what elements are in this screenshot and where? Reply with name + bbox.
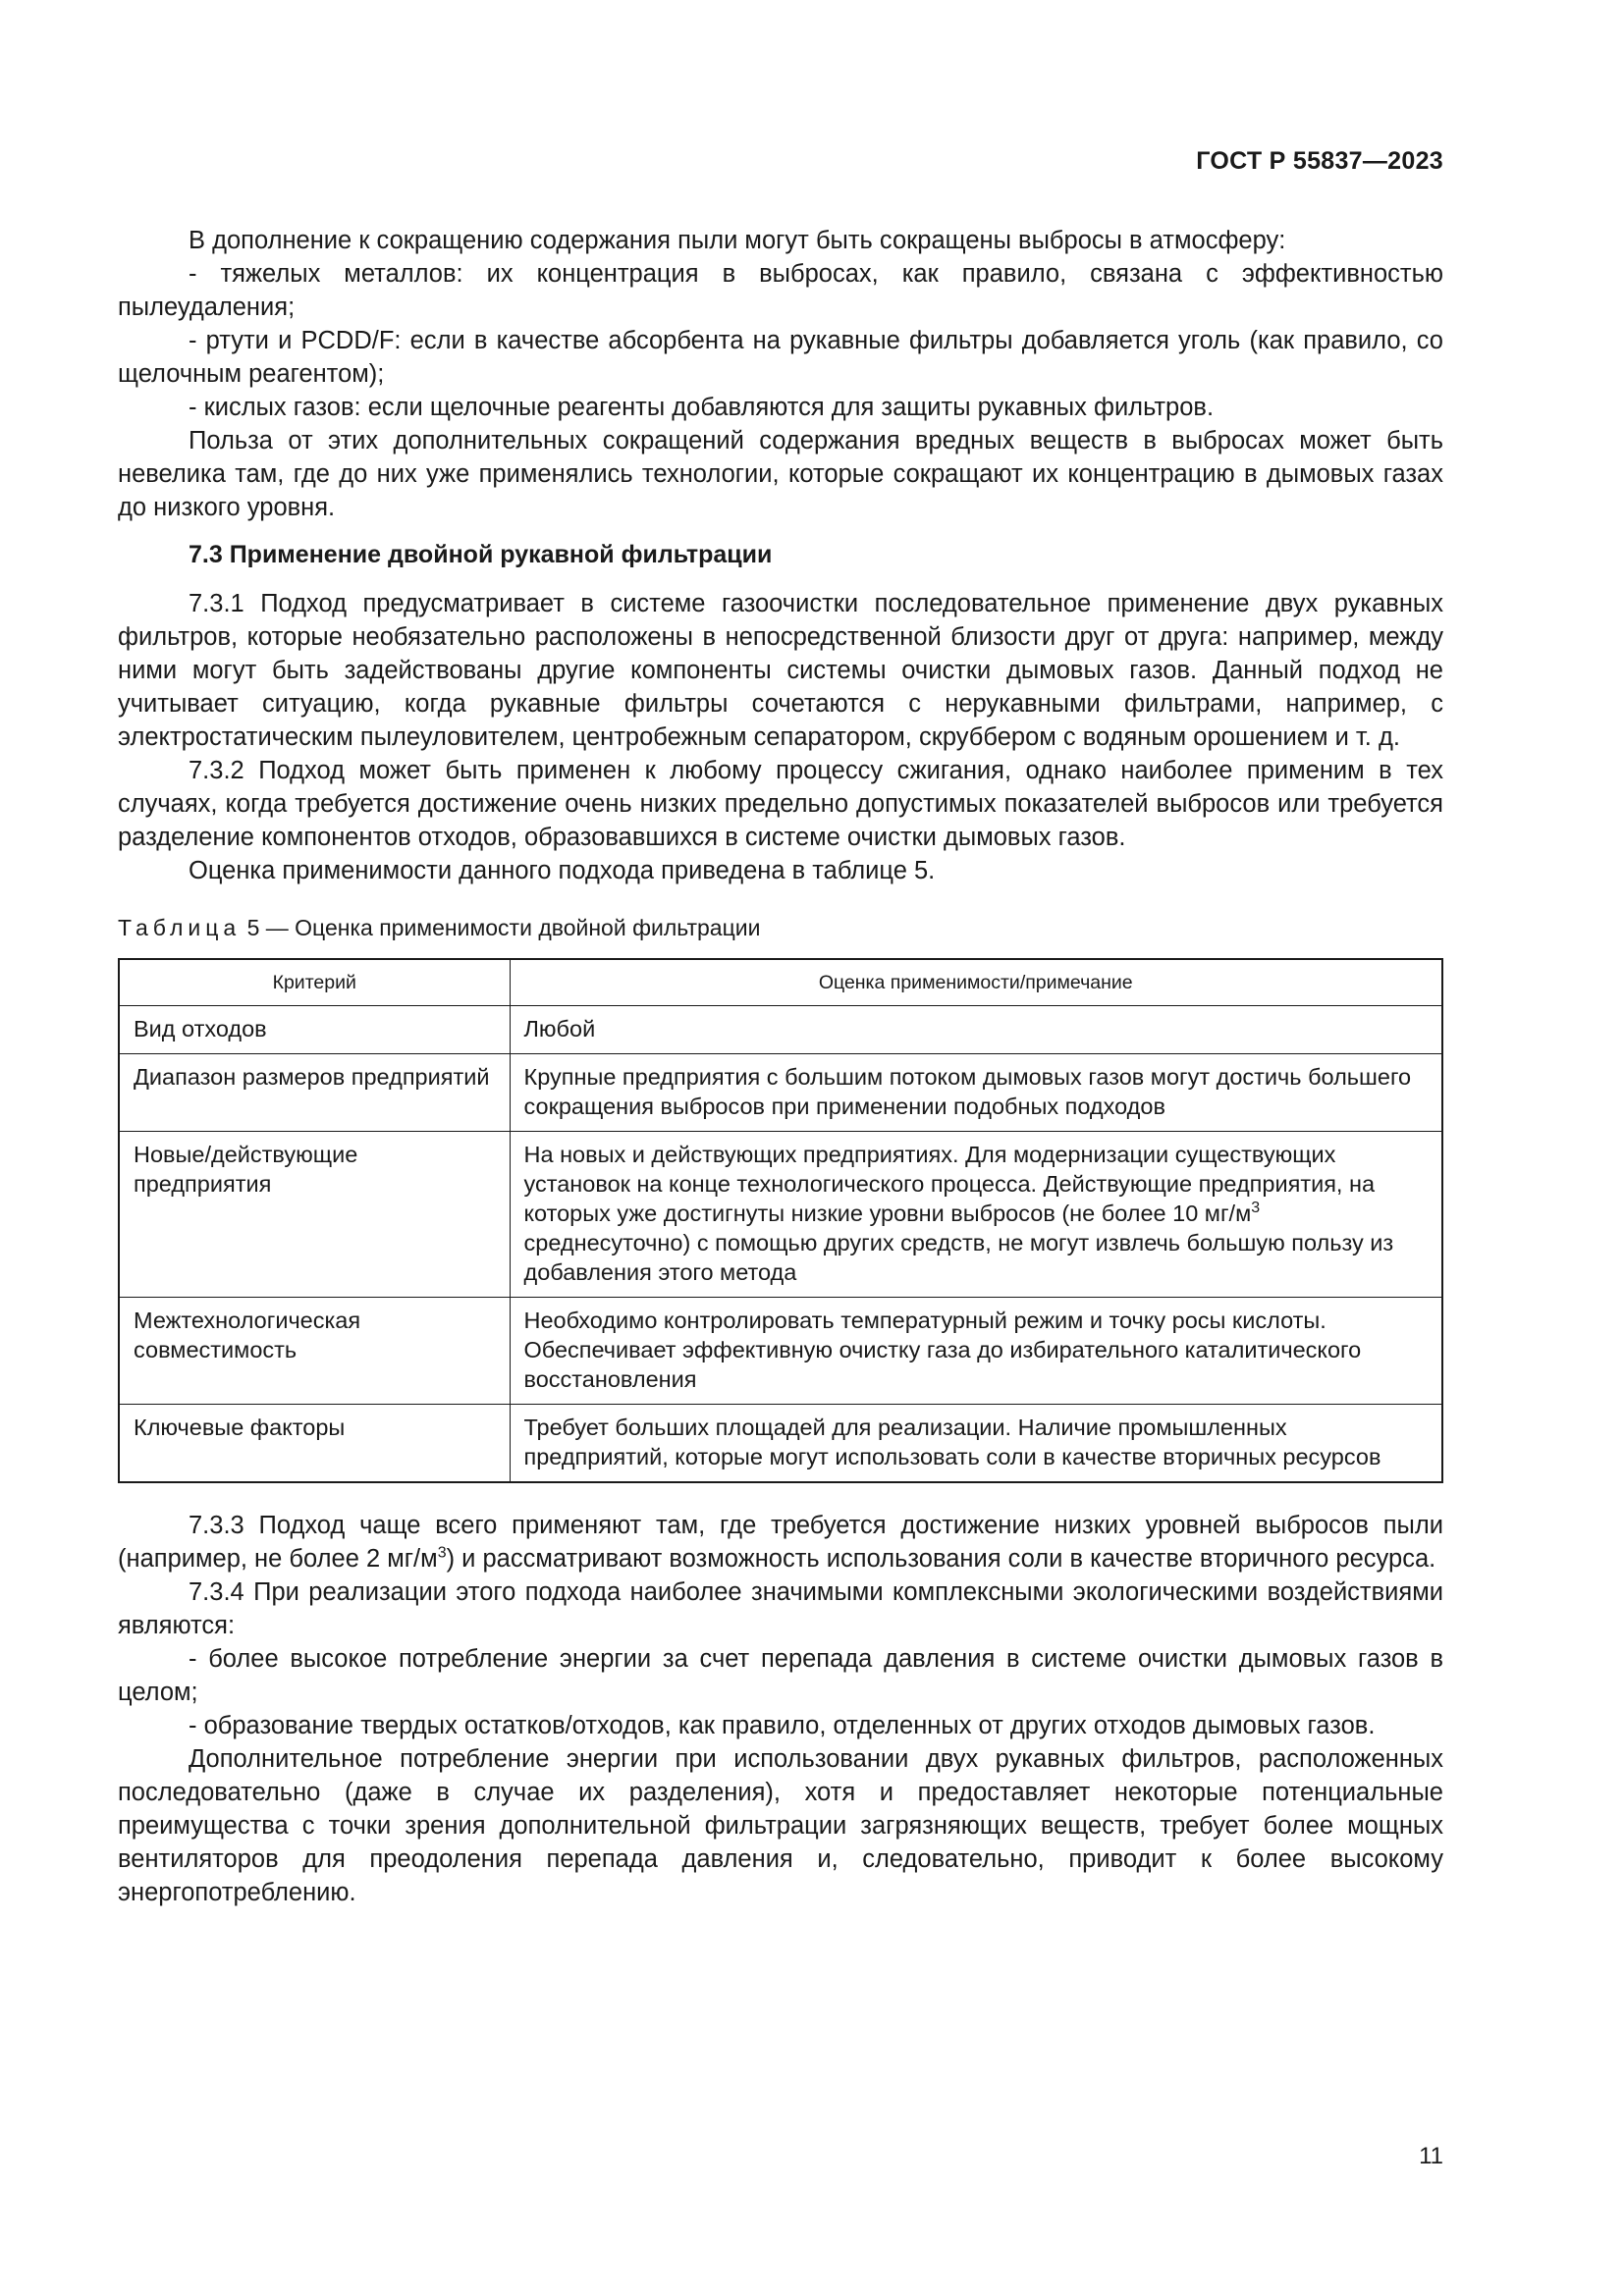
section-heading: 7.3 Применение двойной рукавной фильтрации <box>189 541 773 568</box>
superscript: 3 <box>1251 1200 1261 1217</box>
table-row <box>119 1006 1442 1054</box>
note-cell: Крупные предприятия с большим потоком дымовых газов могут достичь большего сокращения выбросов при применении подобных подходов <box>510 1054 1442 1132</box>
paragraph-7-3-3 <box>118 1509 1443 1575</box>
criterion-cell: Диапазон размеров предприятий <box>119 1054 510 1132</box>
note-text-part: среднесуточно) с помощью других средств, не могут извлечь большую пользу из добавления этого метода <box>523 1230 1394 1285</box>
bullet-energy: - более высокое потребление энергии за счет перепада давления в системе очистки дымовых газов в целом; <box>118 1645 1443 1706</box>
table-header-row <box>119 959 1442 1006</box>
evaluation-paragraph: Оценка применимости данного подхода приведена в таблице 5. <box>189 857 936 884</box>
note-cell <box>510 1132 1442 1298</box>
table-row <box>119 1298 1442 1405</box>
criterion-cell: Вид отходов <box>119 1006 510 1054</box>
bullet-acid-gases: - кислых газов: если щелочные реагенты добавляются для защиты рукавных фильтров. <box>189 394 1215 421</box>
header-criterion: Критерий <box>119 959 510 1006</box>
text-part: ) и рассматривают возможность использования соли в качестве вторичного ресурса. <box>446 1545 1436 1573</box>
superscript: 3 <box>437 1544 447 1562</box>
bullet-mercury: - ртути и PCDD/F: если в качестве абсорбента на рукавные фильтры добавляется уголь (как правило, со щелочным реагентом); <box>118 327 1443 388</box>
bullet-heavy-metals: - тяжелых металлов: их концентрация в выбросах, как правило, связана с эффективностью пылеудаления; <box>118 260 1443 321</box>
text-part: 7.3.3 Подход чаще всего применяют там, где требуется достижение низких уровней выбросов пыли (например, не более 2 мг/м <box>118 1512 1443 1573</box>
criterion-cell: Межтехнологическая совместимость <box>119 1298 510 1405</box>
note-cell: Требует больших площадей для реализации. Наличие промышленных предприятий, которые могут использовать соли в качестве вторичных ресурсов <box>510 1405 1442 1483</box>
table-caption-label: Таблица <box>118 915 242 940</box>
table-caption-text: 5 — Оценка применимости двойной фильтрации <box>246 915 761 940</box>
header-assessment: Оценка применимости/примечание <box>510 959 1442 1006</box>
bullet-residues: - образование твердых остатков/отходов, как правило, отделенных от других отходов дымовых газов. <box>189 1712 1376 1739</box>
paragraph-7-3-1: 7.3.1 Подход предусматривает в системе газоочистки последовательное применение двух рукавных фильтров, которые необязательно расположены в непосредственной близости друг от друга: например, между ними могут быть задействованы другие компоненты системы очистки дымовых газов. Данный подход не учитывает ситуацию, когда рукавные фильтры сочетаются с нерукавными фильтрами, например, с электростатическим пылеуловителем, центробежным сепаратором, скруббером с водяным орошением и т. д. <box>118 590 1443 751</box>
criterion-cell: Ключевые факторы <box>119 1405 510 1483</box>
paragraph-7-3-2: 7.3.2 Подход может быть применен к любому процессу сжигания, однако наиболее применим в тех случаях, когда требуется достижение очень низких предельно допустимых показателей выбросов или требуется разделение компонентов отходов, образовавшихся в системе очистки дымовых газов. <box>118 757 1443 851</box>
table-row <box>119 1054 1442 1132</box>
table-caption <box>118 911 1443 944</box>
note-cell: Необходимо контролировать температурный режим и точку росы кислоты. Обеспечивает эффективную очистку газа до избирательного каталитического восстановления <box>510 1298 1442 1405</box>
additional-energy-paragraph: Дополнительное потребление энергии при использовании двух рукавных фильтров, расположенных последовательно (даже в случае их разделения), хотя и предоставляет некоторые потенциальные преимущества с точки зрения дополнительной фильтрации загрязняющих веществ, требует более мощных вентиляторов для преодоления перепада давления и, следовательно, приводит к более высокому энергопотреблению. <box>118 1745 1443 1906</box>
table-row <box>119 1405 1442 1483</box>
table-row <box>119 1132 1442 1298</box>
intro-paragraph: В дополнение к сокращению содержания пыли могут быть сокращены выбросы в атмосферу: <box>189 227 1286 254</box>
note-text-part: На новых и действующих предприятиях. Для модернизации существующих установок на конце технологического процесса. Действующие предприятия, на которых уже достигнуты низкие уровни выбросов (не более 10 мг/м <box>523 1142 1376 1226</box>
applicability-table <box>118 958 1443 1483</box>
paragraph-7-3-4: 7.3.4 При реализации этого подхода наиболее значимыми комплексными экологическими воздействиями являются: <box>118 1578 1443 1639</box>
benefit-paragraph: Польза от этих дополнительных сокращений содержания вредных веществ в выбросах может быть невелика там, где до них уже применялись технологии, которые сокращают их концентрацию в дымовых газах до низкого уровня. <box>118 427 1443 521</box>
page-content <box>118 224 1443 1909</box>
document-code: ГОСТ Р 55837—2023 <box>1196 147 1443 175</box>
note-cell: Любой <box>510 1006 1442 1054</box>
criterion-cell: Новые/действующие предприятия <box>119 1132 510 1298</box>
page-number: 11 <box>1419 2143 1443 2169</box>
